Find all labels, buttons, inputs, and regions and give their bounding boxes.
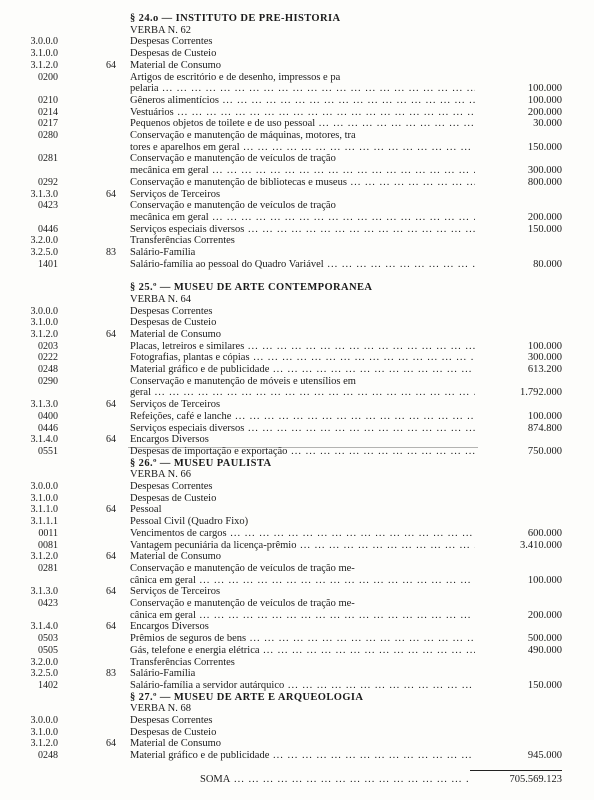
budget-row xyxy=(0,72,594,84)
budget-row xyxy=(0,341,594,353)
item-description: Salário-Família xyxy=(130,247,196,258)
account-code: 3.1.0.0 xyxy=(30,726,58,738)
budget-row xyxy=(0,750,594,762)
item-description: Fotografias, plantas e cópias ... . xyxy=(130,352,475,364)
item-amount: 150.000 xyxy=(527,223,562,235)
item-description: tores e aparelhos em geral ... . xyxy=(130,142,475,154)
budget-row xyxy=(0,306,594,318)
account-code: 3.0.0.0 xyxy=(30,36,58,48)
budget-row xyxy=(0,469,594,481)
item-description: Encargos Diversos xyxy=(130,434,209,446)
account-code: 0505 xyxy=(38,644,58,656)
account-code: 0423 xyxy=(38,200,58,212)
item-description: Gás, telefone e energia elétrica ... . xyxy=(130,645,475,657)
item-description: Gêneros alimentícios ... . xyxy=(130,95,475,107)
item-description: Serviços de Terceiros xyxy=(130,188,221,200)
item-amount: 750.000 xyxy=(527,445,562,457)
item-description: Serviços de Terceiros xyxy=(130,586,221,598)
account-code: 0446 xyxy=(38,422,58,434)
item-amount: 200.000 xyxy=(527,106,562,118)
item-amount: 1.792.000 xyxy=(520,387,562,399)
source-code: 64 xyxy=(106,504,116,516)
item-description: Despesas de Custeio xyxy=(130,317,217,329)
source-code: 64 xyxy=(106,621,116,633)
budget-row xyxy=(0,36,594,48)
budget-row xyxy=(0,657,594,669)
item-description: Conservação e manutenção de bibliotecas e museus ... . xyxy=(130,177,475,189)
item-description: Conservação e manutenção de veículos de tração xyxy=(130,200,336,212)
item-description: Conservação e manutenção de veículos de tração me- xyxy=(130,598,355,609)
item-amount: 150.000 xyxy=(527,679,562,691)
item-description: Vencimentos de cargos ... . xyxy=(130,528,475,540)
account-code: 3.1.2.0 xyxy=(30,738,58,750)
account-code: 0446 xyxy=(38,223,58,235)
budget-row xyxy=(0,235,594,247)
item-description: Conservação e manutenção de móveis e utensílios em xyxy=(130,375,356,387)
account-code: 0280 xyxy=(38,130,58,141)
account-code: 0011 xyxy=(38,527,58,539)
item-amount: 874.800 xyxy=(527,422,562,434)
budget-row xyxy=(0,142,594,154)
account-code: 0290 xyxy=(38,375,58,387)
account-code: 3.2.5.0 xyxy=(30,247,58,258)
budget-row xyxy=(0,329,594,341)
section-heading: § 24.o — INSTITUTO DE PRE-HISTORIA xyxy=(130,13,341,24)
budget-row xyxy=(0,48,594,60)
budget-row xyxy=(0,504,594,516)
budget-row xyxy=(0,493,594,505)
budget-row xyxy=(0,668,594,680)
account-code: 3.0.0.0 xyxy=(30,305,58,317)
item-description: Refeições, café e lanche ... . xyxy=(130,411,475,423)
account-code: 0203 xyxy=(38,340,58,352)
budget-row xyxy=(0,528,594,540)
account-code: 3.1.4.0 xyxy=(30,434,58,446)
source-code: 83 xyxy=(106,668,116,680)
item-amount: 600.000 xyxy=(527,527,562,539)
item-amount: 100.000 xyxy=(527,410,562,422)
budget-row xyxy=(0,633,594,645)
account-code: 3.1.4.0 xyxy=(30,621,58,633)
budget-row xyxy=(0,130,594,142)
budget-row xyxy=(0,294,594,306)
item-description: Conservação e manutenção de veículos de tração xyxy=(130,153,336,165)
account-code: 3.2.5.0 xyxy=(30,668,58,680)
item-amount: 100.000 xyxy=(527,574,562,586)
budget-row xyxy=(0,423,594,435)
budget-row xyxy=(0,259,594,271)
budget-row xyxy=(0,270,594,282)
item-description: Despesas Correntes xyxy=(130,715,213,726)
item-description: Material de Consumo xyxy=(130,738,221,750)
item-amount: 200.000 xyxy=(527,609,562,621)
item-amount: 100.000 xyxy=(527,94,562,106)
account-code: 3.1.1.1 xyxy=(30,516,58,528)
budget-row xyxy=(0,551,594,563)
item-description: Transferências Correntes xyxy=(130,235,235,247)
account-code: 0081 xyxy=(38,539,58,551)
budget-row xyxy=(0,352,594,364)
item-description: Material de Consumo xyxy=(130,59,221,71)
total-label: SOMA ... . xyxy=(200,774,470,786)
account-code: 3.1.2.0 xyxy=(30,328,58,340)
budget-row xyxy=(0,224,594,236)
item-amount: 300.000 xyxy=(527,165,562,177)
budget-row xyxy=(0,189,594,201)
item-description: Salário-família ao pessoal do Quadro Variável ... . xyxy=(130,259,475,271)
budget-row xyxy=(0,481,594,493)
source-code: 64 xyxy=(106,399,116,411)
account-code: 3.0.0.0 xyxy=(30,715,58,726)
account-code: 0281 xyxy=(38,562,58,574)
account-code: 3.1.3.0 xyxy=(30,399,58,411)
item-description: mecânica em geral ... . xyxy=(130,165,475,177)
account-code: 0248 xyxy=(38,750,58,762)
budget-row xyxy=(0,703,594,715)
source-code: 64 xyxy=(106,328,116,340)
item-description: VERBA N. 68 xyxy=(130,703,191,715)
budget-row xyxy=(0,153,594,165)
item-description: Despesas de Custeio xyxy=(130,492,217,504)
budget-row xyxy=(0,95,594,107)
budget-row xyxy=(0,738,594,750)
item-description: Pessoal Civil (Quadro Fixo) xyxy=(130,516,249,528)
item-amount: 945.000 xyxy=(527,750,562,762)
source-code: 64 xyxy=(106,586,116,598)
budget-row xyxy=(0,645,594,657)
item-description: mecânica em geral ... . xyxy=(130,212,475,224)
item-description: pelaria ... . xyxy=(130,83,475,95)
source-code: 64 xyxy=(106,188,116,200)
budget-row xyxy=(0,586,594,598)
budget-row xyxy=(0,25,594,37)
item-description: Despesas de Custeio xyxy=(130,48,217,60)
item-description: Despesas Correntes xyxy=(130,305,213,317)
item-description: geral ... . xyxy=(130,387,475,399)
budget-row xyxy=(0,411,594,423)
budget-row xyxy=(0,247,594,259)
budget-row xyxy=(0,387,594,399)
item-amount: 500.000 xyxy=(527,633,562,645)
budget-row xyxy=(0,563,594,575)
item-description: Material de Consumo xyxy=(130,551,221,563)
item-description: Conservação e manutenção de máquinas, motores, tra xyxy=(130,130,356,141)
item-amount: 200.000 xyxy=(527,211,562,223)
item-description: Despesas Correntes xyxy=(130,36,213,48)
account-code: 0551 xyxy=(38,445,58,457)
budget-row xyxy=(0,680,594,692)
budget-row xyxy=(0,434,594,446)
budget-row xyxy=(0,727,594,739)
section-heading-row xyxy=(0,13,594,25)
account-code: 0400 xyxy=(38,410,58,422)
item-amount: 613.200 xyxy=(527,364,562,375)
item-description: Conservação e manutenção de veículos de tração me- xyxy=(130,562,355,574)
budget-row xyxy=(0,376,594,388)
budget-row xyxy=(0,715,594,727)
item-description: VERBA N. 64 xyxy=(130,293,191,305)
account-code: 0200 xyxy=(38,71,58,83)
total-amount: 705.569.123 xyxy=(509,774,562,785)
section-heading: § 25.º — MUSEU DE ARTE CONTEMPORANEA xyxy=(130,282,373,294)
item-description: Transferências Correntes xyxy=(130,656,235,668)
budget-row xyxy=(0,200,594,212)
account-code: 3.2.0.0 xyxy=(30,235,58,247)
section-heading: § 26.º — MUSEU PAULISTA xyxy=(130,457,272,469)
item-description: Salário-família a servidor autárquico ... . xyxy=(130,680,475,692)
account-code: 0248 xyxy=(38,364,58,375)
source-code: 64 xyxy=(106,434,116,446)
budget-row xyxy=(0,516,594,528)
item-amount: 800.000 xyxy=(527,176,562,188)
account-code: 3.1.2.0 xyxy=(30,551,58,563)
item-amount: 490.000 xyxy=(527,644,562,656)
budget-row xyxy=(0,317,594,329)
total-row xyxy=(0,774,594,786)
item-description: Pequenos objetos de toilete e de uso pessoal ... . xyxy=(130,118,475,130)
account-code: 0210 xyxy=(38,94,58,106)
section-heading-row xyxy=(0,282,594,294)
budget-row xyxy=(0,107,594,119)
account-code: 3.2.0.0 xyxy=(30,656,58,668)
source-code: 64 xyxy=(106,551,116,563)
account-code: 3.1.0.0 xyxy=(30,492,58,504)
item-description: Salário-Família xyxy=(130,668,196,680)
account-code: 0292 xyxy=(38,176,58,188)
account-code: 3.1.3.0 xyxy=(30,586,58,598)
section-heading-row xyxy=(0,458,594,470)
item-description: Encargos Diversos xyxy=(130,621,209,633)
item-amount: 3.410.000 xyxy=(520,539,562,551)
budget-row xyxy=(0,118,594,130)
account-code: 3.1.3.0 xyxy=(30,188,58,200)
budget-row xyxy=(0,60,594,72)
item-description: Serviços de Terceiros xyxy=(130,399,221,411)
source-code: 83 xyxy=(106,247,116,258)
item-description: Material gráfico e de publicidade ... . xyxy=(130,364,475,376)
item-description: Despesas Correntes xyxy=(130,481,213,492)
section-divider xyxy=(128,447,478,448)
account-code: 0281 xyxy=(38,153,58,165)
item-description: Material gráfico e de publicidade ... . xyxy=(130,750,475,762)
item-amount: 150.000 xyxy=(527,141,562,153)
budget-row xyxy=(0,598,594,610)
budget-row xyxy=(0,621,594,633)
item-amount: 80.000 xyxy=(533,258,562,270)
item-description: Prêmios de seguros de bens ... . xyxy=(130,633,475,645)
budget-row xyxy=(0,177,594,189)
item-description: VERBA N. 66 xyxy=(130,469,191,481)
item-description: Vantagem pecuniária da licença-prêmio ... . xyxy=(130,540,475,552)
account-code: 0503 xyxy=(38,633,58,645)
item-description: cânica em geral ... . xyxy=(130,575,475,587)
budget-row xyxy=(0,540,594,552)
item-amount: 30.000 xyxy=(533,118,562,130)
account-code: 0222 xyxy=(38,352,58,364)
budget-row xyxy=(0,399,594,411)
budget-row xyxy=(0,212,594,224)
item-amount: 100.000 xyxy=(527,340,562,352)
budget-row xyxy=(0,364,594,376)
item-description: VERBA N. 62 xyxy=(130,24,191,36)
account-code: 3.1.0.0 xyxy=(30,48,58,60)
account-code: 3.0.0.0 xyxy=(30,481,58,492)
budget-row xyxy=(0,83,594,95)
item-description: Vestuários ... . xyxy=(130,107,475,119)
budget-row xyxy=(0,610,594,622)
account-code: 1401 xyxy=(38,258,58,270)
item-description: Serviços especiais diversos ... . xyxy=(130,423,475,435)
account-code: 3.1.2.0 xyxy=(30,59,58,71)
item-description: Placas, letreiros e similares ... . xyxy=(130,341,475,353)
source-code: 64 xyxy=(106,59,116,71)
budget-row xyxy=(0,575,594,587)
account-code: 0217 xyxy=(38,118,58,130)
account-code: 3.1.0.0 xyxy=(30,317,58,329)
source-code: 64 xyxy=(106,738,116,750)
item-amount: 300.000 xyxy=(527,352,562,364)
item-amount: 100.000 xyxy=(527,83,562,95)
account-code: 0214 xyxy=(38,106,58,118)
total-rule xyxy=(470,770,562,771)
section-heading: § 27.º — MUSEU DE ARTE E ARQUEOLOGIA xyxy=(130,691,364,703)
account-code: 0423 xyxy=(38,598,58,609)
item-description: cânica em geral ... . xyxy=(130,610,475,622)
item-description: Serviços especiais diversos ... . xyxy=(130,224,475,236)
item-description: Despesas de importação e exportação ... . xyxy=(130,446,475,458)
item-description: Material de Consumo xyxy=(130,328,221,340)
budget-row xyxy=(0,165,594,177)
item-description: Despesas de Custeio xyxy=(130,726,217,738)
account-code: 1402 xyxy=(38,679,58,691)
section-heading-row xyxy=(0,692,594,704)
item-description: Artigos de escritório e de desenho, impressos e pa xyxy=(130,71,341,83)
item-description: Pessoal xyxy=(130,504,162,516)
account-code: 3.1.1.0 xyxy=(30,504,58,516)
